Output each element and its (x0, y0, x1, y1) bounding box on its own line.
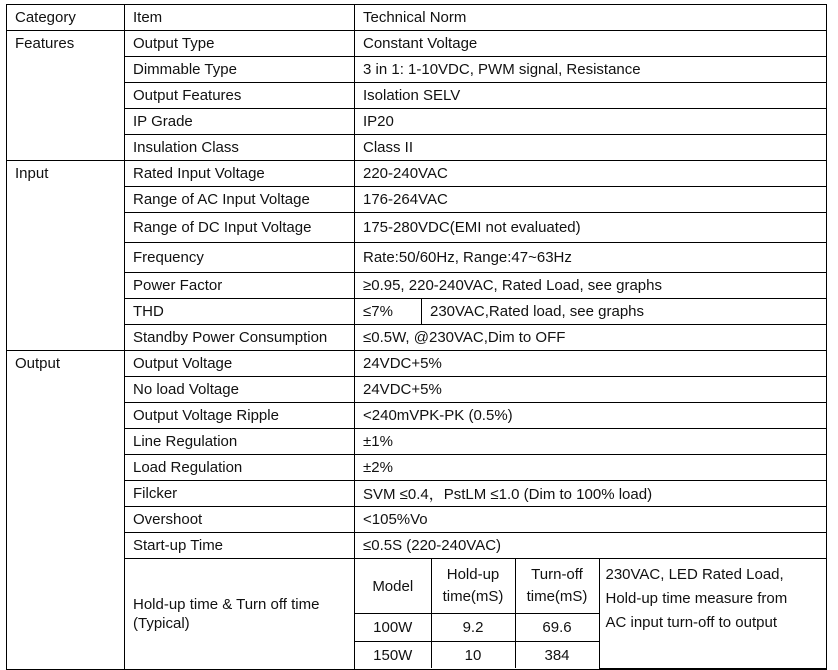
item-cell: Dimmable Type (125, 57, 355, 83)
item-cell: Output Voltage (125, 351, 355, 377)
holdup-col-model: Model (355, 559, 431, 614)
holdup-model: 100W (355, 614, 431, 642)
value-cell: Rate:50/60Hz, Range:47~63Hz (355, 243, 827, 273)
value-cell: <105%Vo (355, 507, 827, 533)
header-row (7, 5, 827, 31)
item-cell: Range of AC Input Voltage (125, 187, 355, 213)
table-row (7, 273, 827, 299)
item-cell: Frequency (125, 243, 355, 273)
value-cell: SVM ≤0.4，PstLM ≤1.0 (Dim to 100% load) (355, 481, 827, 507)
holdup-col-turnoff-line2: time(mS) (526, 588, 588, 605)
table-row (7, 109, 827, 135)
table-row (7, 377, 827, 403)
value-cell: Isolation SELV (355, 83, 827, 109)
table-row (7, 455, 827, 481)
table-row (7, 57, 827, 83)
table-row (7, 243, 827, 273)
item-cell: Line Regulation (125, 429, 355, 455)
table-row (7, 403, 827, 429)
holdup-col-turnoff-line1: Turn-off (531, 566, 583, 583)
value-cell: ±1% (355, 429, 827, 455)
value-cell: 24VDC+5% (355, 351, 827, 377)
value-cell: Constant Voltage (355, 31, 827, 57)
holdup-row (7, 559, 827, 670)
holdup-time: 10 (431, 642, 515, 669)
table-row (7, 351, 827, 377)
value-cell: ±2% (355, 455, 827, 481)
item-cell: Insulation Class (125, 135, 355, 161)
category-input: Input (7, 161, 125, 351)
item-cell: Output Features (125, 83, 355, 109)
category-features: Features (7, 31, 125, 161)
header-category: Category (7, 5, 125, 31)
holdup-col-holdup-line2: time(mS) (442, 588, 504, 605)
holdup-model: 150W (355, 642, 431, 669)
value-cell: 175-280VDC(EMI not evaluated) (355, 213, 827, 243)
holdup-note (599, 559, 826, 668)
holdup-header-row (355, 559, 826, 614)
item-cell: Overshoot (125, 507, 355, 533)
table-row (7, 187, 827, 213)
holdup-subtable (355, 559, 826, 669)
table-row (7, 135, 827, 161)
value-cell: ≥0.95, 220-240VAC, Rated Load, see graphs (355, 273, 827, 299)
holdup-value-cell (355, 559, 827, 670)
value-cell: 3 in 1: 1-10VDC, PWM signal, Resistance (355, 57, 827, 83)
holdup-note-line2: Hold-up time measure from (605, 590, 788, 607)
holdup-col-turnoff (515, 559, 599, 614)
holdup-note-line3: AC input turn-off to output (605, 614, 777, 631)
table-row (7, 507, 827, 533)
item-cell: THD (125, 299, 355, 325)
item-cell: Start-up Time (125, 533, 355, 559)
table-row (7, 429, 827, 455)
spec-table-container (6, 4, 832, 670)
technical-spec-table (6, 4, 827, 670)
holdup-item-line2: (Typical) (133, 614, 190, 632)
table-row (7, 533, 827, 559)
category-output: Output (7, 351, 125, 670)
value-cell: <240mVPK-PK (0.5%) (355, 403, 827, 429)
thd-split (355, 299, 826, 324)
table-row (7, 299, 827, 325)
item-cell: Output Type (125, 31, 355, 57)
header-technical-norm: Technical Norm (355, 5, 827, 31)
item-cell: No load Voltage (125, 377, 355, 403)
value-cell: ≤0.5W, @230VAC,Dim to OFF (355, 325, 827, 351)
item-cell: Range of DC Input Voltage (125, 213, 355, 243)
item-cell: Standby Power Consumption (125, 325, 355, 351)
table-row (7, 161, 827, 187)
table-row (7, 31, 827, 57)
item-cell: Load Regulation (125, 455, 355, 481)
table-row (7, 83, 827, 109)
value-cell: ≤0.5S (220-240VAC) (355, 533, 827, 559)
table-row (7, 325, 827, 351)
value-cell: IP20 (355, 109, 827, 135)
item-cell: IP Grade (125, 109, 355, 135)
holdup-col-holdup (431, 559, 515, 614)
holdup-item-line1: Hold-up time & Turn off time (133, 595, 320, 613)
holdup-item-cell (125, 559, 355, 670)
item-cell: Filcker (125, 481, 355, 507)
turnoff-time: 69.6 (515, 614, 599, 642)
thd-limit: ≤7% (363, 303, 393, 320)
item-cell: Power Factor (125, 273, 355, 299)
turnoff-time: 384 (515, 642, 599, 669)
thd-condition: 230VAC,Rated load, see graphs (422, 299, 827, 324)
table-row (7, 213, 827, 243)
holdup-note-line1: 230VAC, LED Rated Load, (605, 566, 784, 583)
value-cell: Class II (355, 135, 827, 161)
header-item: Item (125, 5, 355, 31)
item-cell: Rated Input Voltage (125, 161, 355, 187)
value-cell: 176-264VAC (355, 187, 827, 213)
holdup-col-holdup-line1: Hold-up (446, 566, 500, 583)
item-cell: Output Voltage Ripple (125, 403, 355, 429)
value-cell: 24VDC+5% (355, 377, 827, 403)
holdup-time: 9.2 (431, 614, 515, 642)
table-row (7, 481, 827, 507)
thd-value-cell (355, 299, 827, 325)
value-cell: 220-240VAC (355, 161, 827, 187)
